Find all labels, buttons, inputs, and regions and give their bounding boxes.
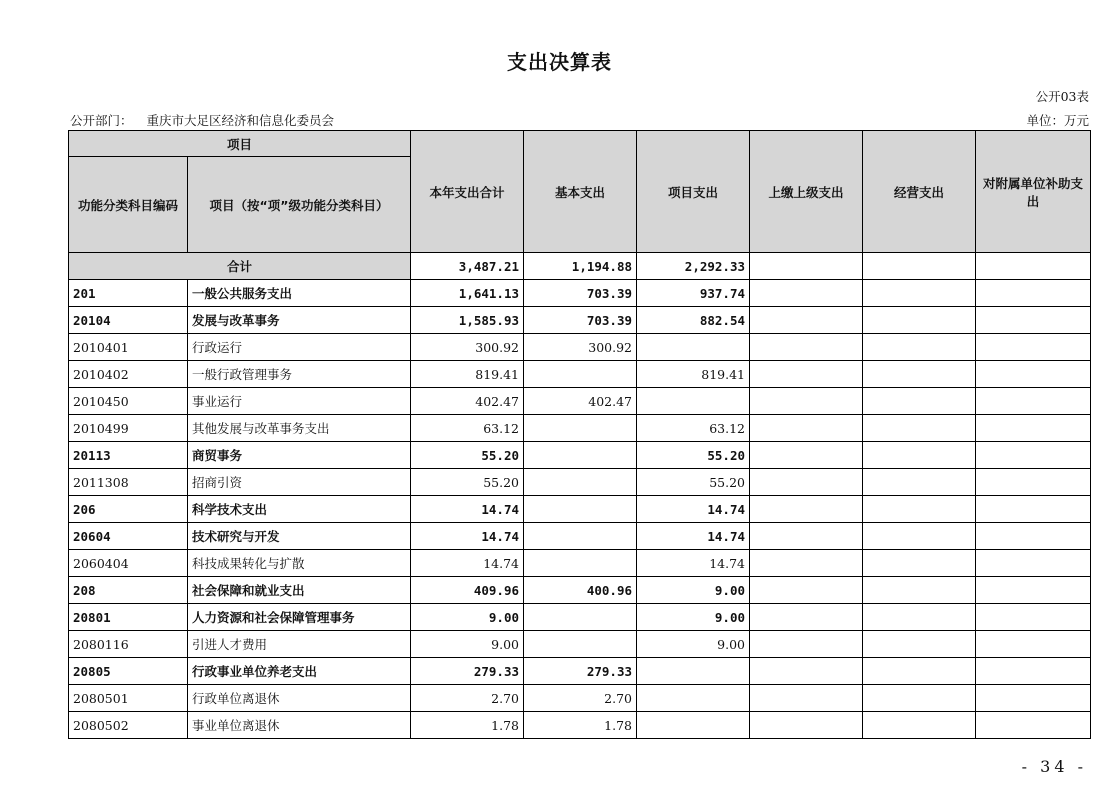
cell-name: 事业单位离退休: [188, 712, 411, 739]
cell-name: 科技成果转化与扩散: [188, 550, 411, 577]
cell-name: 一般行政管理事务: [188, 361, 411, 388]
cell-code: 2080501: [69, 685, 188, 712]
cell-upper: [750, 361, 863, 388]
cell-basic: 279.33: [524, 658, 637, 685]
total-business: [863, 253, 976, 280]
cell-basic: [524, 469, 637, 496]
cell-upper: [750, 388, 863, 415]
cell-name: 引进人才费用: [188, 631, 411, 658]
cell-name: 行政事业单位养老支出: [188, 658, 411, 685]
cell-name: 行政运行: [188, 334, 411, 361]
cell-total: 14.74: [411, 550, 524, 577]
cell-basic: [524, 550, 637, 577]
expenditure-table: [68, 130, 1091, 739]
cell-item: [637, 334, 750, 361]
cell-code: 20113: [69, 442, 188, 469]
cell-business: [863, 280, 976, 307]
table-row: [69, 550, 1091, 577]
cell-business: [863, 685, 976, 712]
cell-code: 20801: [69, 604, 188, 631]
cell-name: 行政单位离退休: [188, 685, 411, 712]
cell-subsidy: [976, 415, 1091, 442]
cell-item: [637, 685, 750, 712]
cell-total: 63.12: [411, 415, 524, 442]
cell-basic: [524, 361, 637, 388]
cell-item: 819.41: [637, 361, 750, 388]
cell-basic: 703.39: [524, 307, 637, 334]
cell-total: 9.00: [411, 604, 524, 631]
cell-basic: [524, 523, 637, 550]
cell-business: [863, 361, 976, 388]
cell-upper: [750, 631, 863, 658]
cell-code: 20604: [69, 523, 188, 550]
cell-code: 2080116: [69, 631, 188, 658]
unit-label: 单位：万元: [1026, 113, 1089, 128]
cell-item: 14.74: [637, 523, 750, 550]
cell-code: 2060404: [69, 550, 188, 577]
cell-item: 55.20: [637, 442, 750, 469]
cell-total: 14.74: [411, 523, 524, 550]
header-basic: 基本支出: [524, 131, 637, 253]
table-row: [69, 442, 1091, 469]
cell-total: 402.47: [411, 388, 524, 415]
cell-business: [863, 604, 976, 631]
cell-total: 279.33: [411, 658, 524, 685]
cell-total: 2.70: [411, 685, 524, 712]
cell-business: [863, 496, 976, 523]
cell-subsidy: [976, 523, 1091, 550]
cell-name: 科学技术支出: [188, 496, 411, 523]
cell-business: [863, 712, 976, 739]
cell-upper: [750, 334, 863, 361]
cell-subsidy: [976, 685, 1091, 712]
total-basic: 1,194.88: [524, 253, 637, 280]
cell-name: 技术研究与开发: [188, 523, 411, 550]
cell-item: 14.74: [637, 550, 750, 577]
cell-upper: [750, 577, 863, 604]
cell-subsidy: [976, 604, 1091, 631]
cell-total: 55.20: [411, 469, 524, 496]
cell-total: 1,641.13: [411, 280, 524, 307]
cell-code: 201: [69, 280, 188, 307]
cell-business: [863, 577, 976, 604]
cell-upper: [750, 415, 863, 442]
cell-subsidy: [976, 469, 1091, 496]
header-total: 本年支出合计: [411, 131, 524, 253]
cell-business: [863, 658, 976, 685]
department-label: 公开部门：: [70, 113, 133, 128]
cell-subsidy: [976, 577, 1091, 604]
cell-code: 2080502: [69, 712, 188, 739]
cell-basic: [524, 631, 637, 658]
cell-subsidy: [976, 496, 1091, 523]
cell-basic: 1.78: [524, 712, 637, 739]
table-row: [69, 496, 1091, 523]
header-project: 项目: [69, 131, 411, 157]
cell-upper: [750, 442, 863, 469]
table-row: [69, 388, 1091, 415]
header-subsidy: 对附属单位补助支出: [976, 131, 1091, 253]
cell-upper: [750, 712, 863, 739]
table-row: [69, 415, 1091, 442]
cell-subsidy: [976, 280, 1091, 307]
cell-code: 2010402: [69, 361, 188, 388]
cell-name: 其他发展与改革事务支出: [188, 415, 411, 442]
cell-business: [863, 523, 976, 550]
cell-code: 20104: [69, 307, 188, 334]
cell-item: [637, 658, 750, 685]
cell-business: [863, 469, 976, 496]
cell-name: 商贸事务: [188, 442, 411, 469]
cell-upper: [750, 685, 863, 712]
cell-name: 一般公共服务支出: [188, 280, 411, 307]
cell-total: 1.78: [411, 712, 524, 739]
total-row: [69, 253, 1091, 280]
cell-name: 招商引资: [188, 469, 411, 496]
cell-code: 2010401: [69, 334, 188, 361]
cell-upper: [750, 604, 863, 631]
cell-code: 2011308: [69, 469, 188, 496]
table-row: [69, 361, 1091, 388]
cell-subsidy: [976, 361, 1091, 388]
total-label: 合计: [69, 253, 411, 280]
cell-business: [863, 415, 976, 442]
cell-total: 300.92: [411, 334, 524, 361]
cell-business: [863, 388, 976, 415]
cell-subsidy: [976, 307, 1091, 334]
cell-basic: [524, 415, 637, 442]
table-row: [69, 604, 1091, 631]
cell-item: 14.74: [637, 496, 750, 523]
cell-subsidy: [976, 658, 1091, 685]
cell-subsidy: [976, 631, 1091, 658]
cell-upper: [750, 523, 863, 550]
cell-basic: [524, 604, 637, 631]
cell-upper: [750, 550, 863, 577]
table-row: [69, 712, 1091, 739]
header-business: 经营支出: [863, 131, 976, 253]
total-item: 2,292.33: [637, 253, 750, 280]
cell-item: 9.00: [637, 604, 750, 631]
cell-business: [863, 550, 976, 577]
cell-subsidy: [976, 550, 1091, 577]
department-line: [70, 111, 334, 129]
cell-item: [637, 388, 750, 415]
cell-basic: 2.70: [524, 685, 637, 712]
cell-item: 9.00: [637, 577, 750, 604]
cell-item: [637, 712, 750, 739]
department-name: 重庆市大足区经济和信息化委员会: [146, 113, 335, 128]
cell-total: 9.00: [411, 631, 524, 658]
total-upper: [750, 253, 863, 280]
header-upper: 上缴上级支出: [750, 131, 863, 253]
cell-item: 882.54: [637, 307, 750, 334]
cell-basic: [524, 442, 637, 469]
cell-total: 1,585.93: [411, 307, 524, 334]
table-row: [69, 631, 1091, 658]
cell-name: 社会保障和就业支出: [188, 577, 411, 604]
cell-name: 发展与改革事务: [188, 307, 411, 334]
table-row: [69, 280, 1091, 307]
cell-code: 206: [69, 496, 188, 523]
cell-basic: 300.92: [524, 334, 637, 361]
cell-basic: 402.47: [524, 388, 637, 415]
cell-total: 819.41: [411, 361, 524, 388]
cell-total: 409.96: [411, 577, 524, 604]
cell-name: 事业运行: [188, 388, 411, 415]
table-row: [69, 577, 1091, 604]
cell-upper: [750, 658, 863, 685]
cell-code: 20805: [69, 658, 188, 685]
cell-subsidy: [976, 712, 1091, 739]
cell-business: [863, 307, 976, 334]
cell-total: 55.20: [411, 442, 524, 469]
cell-upper: [750, 469, 863, 496]
cell-basic: 703.39: [524, 280, 637, 307]
header-item: 项目支出: [637, 131, 750, 253]
cell-subsidy: [976, 442, 1091, 469]
table-row: [69, 523, 1091, 550]
table-row: [69, 685, 1091, 712]
table-row: [69, 334, 1091, 361]
form-number: 公开03表: [1035, 89, 1089, 104]
cell-total: 14.74: [411, 496, 524, 523]
cell-business: [863, 334, 976, 361]
header-name: 项目（按“项”级功能分类科目）: [188, 157, 411, 253]
cell-business: [863, 631, 976, 658]
page-number: - 34 -: [1021, 757, 1087, 776]
cell-item: 937.74: [637, 280, 750, 307]
page-title: 支出决算表: [507, 50, 612, 74]
cell-upper: [750, 496, 863, 523]
cell-name: 人力资源和社会保障管理事务: [188, 604, 411, 631]
table-row: [69, 469, 1091, 496]
cell-basic: [524, 496, 637, 523]
cell-basic: 400.96: [524, 577, 637, 604]
cell-code: 2010499: [69, 415, 188, 442]
table-row: [69, 307, 1091, 334]
cell-code: 208: [69, 577, 188, 604]
cell-upper: [750, 307, 863, 334]
cell-subsidy: [976, 334, 1091, 361]
cell-subsidy: [976, 388, 1091, 415]
table-row: [69, 658, 1091, 685]
cell-item: 9.00: [637, 631, 750, 658]
cell-business: [863, 442, 976, 469]
total-amount: 3,487.21: [411, 253, 524, 280]
cell-code: 2010450: [69, 388, 188, 415]
cell-item: 55.20: [637, 469, 750, 496]
cell-item: 63.12: [637, 415, 750, 442]
header-code: 功能分类科目编码: [69, 157, 188, 253]
total-subsidy: [976, 253, 1091, 280]
cell-upper: [750, 280, 863, 307]
